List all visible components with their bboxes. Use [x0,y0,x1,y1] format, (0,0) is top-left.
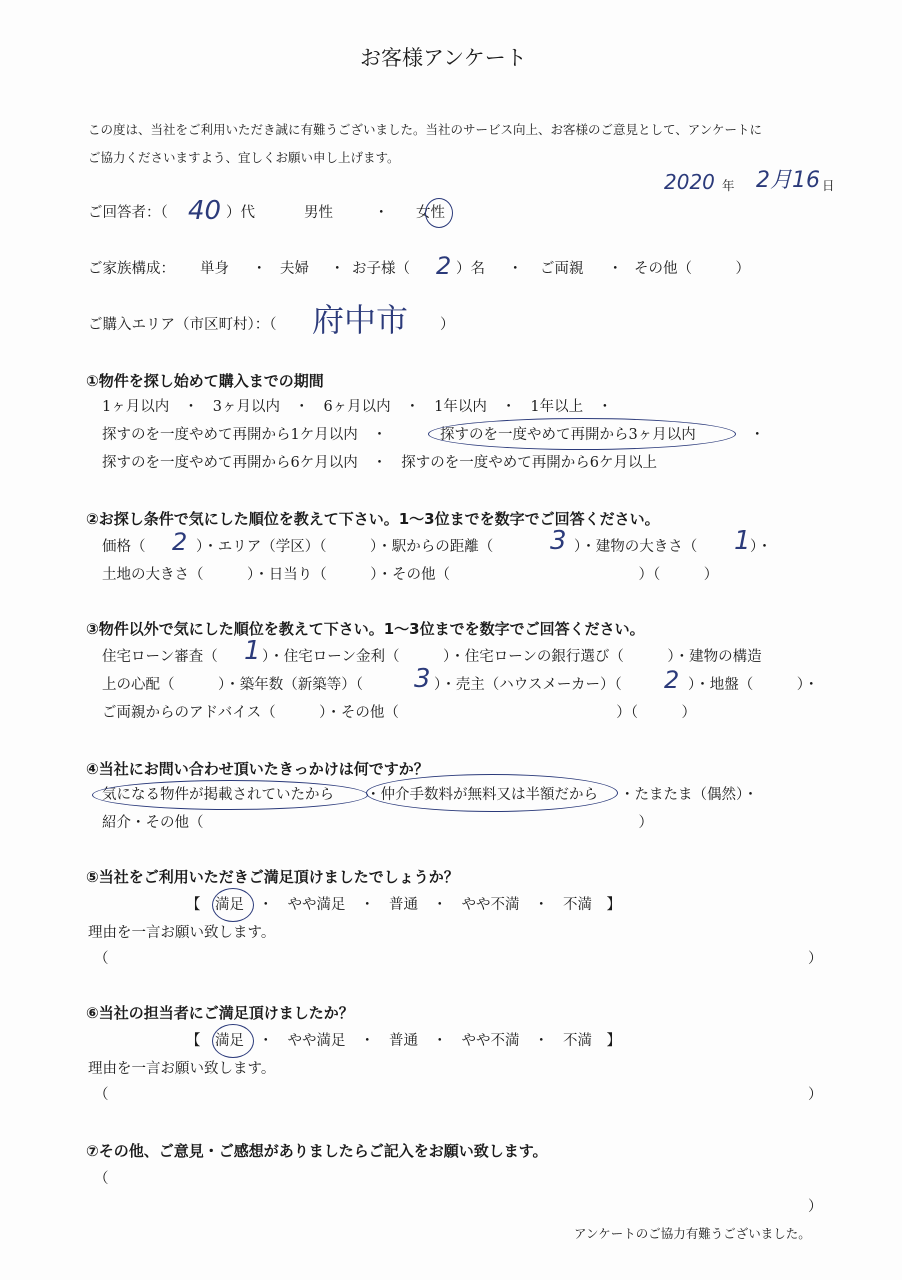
area-close: ） [440,317,455,333]
q2-row-2: 土地の大きさ（ ）・日当り（ ）・その他（ ）（ ） [102,567,719,583]
option-male: 男性 [304,205,333,221]
separator-dot: ・ [608,261,623,277]
q6-reason-label: 理由を一言お願い致します。 [88,1061,276,1077]
q2-size-rank-handwritten: 1 [734,526,751,556]
q4-option-1: 気になる物件が掲載されていたから [102,787,334,803]
age-suffix: ）代 [226,205,255,221]
respondent-label: ご回答者：（ [88,205,168,221]
q1-heading: ①物件を探し始めて購入までの期間 [86,372,324,390]
q1-selected-circle [428,418,736,450]
intro-line-1: この度は、当社をご利用いただき誠に有難うございました。当社のサービス向上、お客様のご意見として、アンケートに [88,122,763,137]
q5-reason-label: 理由を一言お願い致します。 [88,925,276,941]
q3-loan: 住宅ローン審査（ [102,649,218,665]
children-count-handwritten: 2 [436,252,452,280]
date-year-label: 年 [722,178,735,193]
q7-heading: ⑦その他、ご意見・ご感想がありましたらご記入をお願い致します。 [86,1142,548,1160]
q7-paren-open: （ [94,1171,109,1187]
q5-paren-close: ） [808,951,823,967]
q3-row-2b: ）・売主（ハウスメーカー）（ [434,677,622,693]
date-year-handwritten: 2020 [664,170,715,194]
family-children-label: お子様（ [352,261,410,277]
q3-row-3: ご両親からのアドバイス（ ）・その他（ ）（ ） [102,705,697,721]
q4-option-2-circle [366,774,618,812]
separator-dot: ・ [252,261,267,277]
family-children-suffix: ）名 [456,261,485,277]
q5-scale: 【 満足 ・ やや満足 ・ 普通 ・ やや不満 ・ 不満 】 [186,897,621,913]
date-month-day-handwritten: 2月16 [756,168,820,193]
q3-age-rank-handwritten: 3 [414,664,431,694]
q6-scale: 【 満足 ・ やや満足 ・ 普通 ・ やや不満 ・ 不満 】 [186,1033,621,1049]
q2-area: ）・エリア（学区）（ ）・駅からの距離（ [196,539,494,555]
separator-dot: ・ [374,205,389,221]
family-label: ご家族構成： [88,261,175,277]
q2-size-end: ）・ [750,539,772,555]
q2-heading: ②お探し条件で気にした順位を教えて下さい。1～3位までを数字でご回答ください。 [86,510,660,528]
area-label: ご購入エリア（市区町村）：（ [88,317,277,333]
family-other: その他（ ） [634,261,750,277]
q7-paren-close: ） [808,1199,823,1215]
q4-heading: ④当社にお問い合わせ頂いたきっかけは何ですか？ [86,760,429,778]
family-couple: 夫婦 [280,261,309,277]
q1-row-1: 1ヶ月以内 ・ 3ヶ月以内 ・ 6ヶ月以内 ・ 1年以内 ・ 1年以上 ・ [102,399,613,415]
separator-dot: ・ [330,261,345,277]
q6-paren-open: （ [94,1087,109,1103]
intro-line-2: ご協力くださいますよう、宜しくお願い申し上げます。 [88,150,400,165]
q6-selected-circle [212,1024,254,1058]
separator-dot: ・ [508,261,523,277]
q2-price: 価格（ [102,539,146,555]
q3-row-2c: ）・地盤（ ）・ [688,677,819,693]
q5-heading: ⑤当社をご利用いただきご満足頂けましたでしょうか？ [86,868,459,886]
q2-station-rank-handwritten: 3 [550,526,567,556]
q4-option-2: ・仲介手数料が無料又は半額だから [366,787,598,803]
q2-price-rank-handwritten: 2 [172,528,188,556]
age-handwritten: 40 [188,196,222,226]
date-day-label: 日 [822,178,835,193]
q2-size: ）・建物の大きさ（ [574,539,698,555]
page-title: お客様アンケート [360,46,527,70]
q1-row-3: 探すのを一度やめて再開から6ケ月以内 ・ 探すのを一度やめて再開から6ケ月以上 [102,455,657,471]
q3-heading: ③物件以外で気にした順位を教えて下さい。1～3位までを数字でご回答ください。 [86,620,645,638]
q4-option-3: ・たまたま（偶然）・ [620,787,758,803]
q5-selected-circle [212,888,254,922]
q4-option-1-circle [92,780,368,810]
q4-row-2: 紹介・その他（ ） [102,815,653,831]
family-single: 単身 [200,261,229,277]
area-handwritten: 府中市 [312,301,409,339]
q3-row-1-rest: ）・住宅ローン金利（ ）・住宅ローンの銀行選び（ ）・建物の構造 [262,649,762,665]
q6-paren-close: ） [808,1087,823,1103]
q3-row-2a: 上の心配（ ）・築年数（新築等）（ [102,677,363,693]
q1-row-2b: 探すのを一度やめて再開から3ヶ月以内 [440,427,696,443]
family-parents: ご両親 [540,261,584,277]
footer-thanks: アンケートのご協力有難うございました。 [574,1226,811,1241]
q1-row-2c: ・ [750,427,765,443]
q3-loan-rank-handwritten: 1 [244,636,261,666]
female-selected-circle [425,198,453,228]
q6-heading: ⑥当社の担当者にご満足頂けましたか？ [86,1004,354,1022]
q3-seller-rank-handwritten: 2 [664,666,680,694]
q1-row-2a: 探すのを一度やめて再開から1ケ月以内 ・ [102,427,387,443]
q5-paren-open: （ [94,951,109,967]
option-female: 女性 [416,205,445,221]
